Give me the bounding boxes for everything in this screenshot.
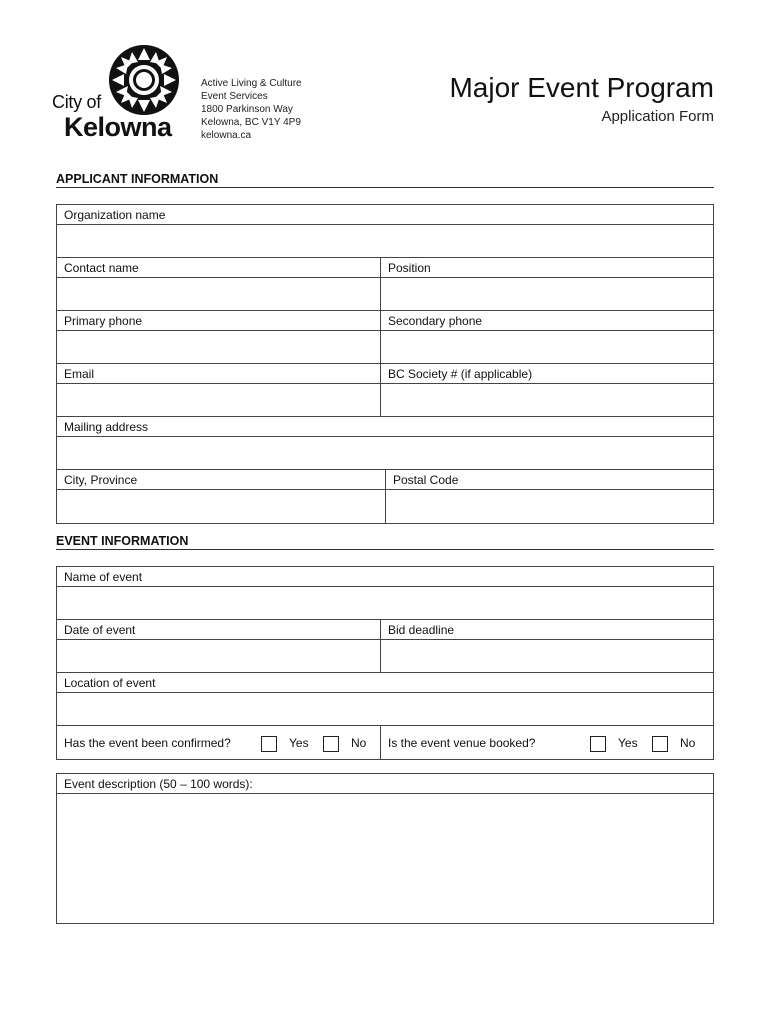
- event-description-label: Event description (50 – 100 words):: [57, 774, 713, 794]
- form-input-row: [57, 225, 713, 258]
- logo-city-of-text: City of: [52, 92, 101, 112]
- email-field[interactable]: [57, 384, 380, 416]
- form-label-row: [57, 205, 713, 225]
- event-confirmed-no-checkbox[interactable]: [323, 736, 339, 752]
- city-province-field[interactable]: [57, 490, 385, 523]
- form-label-row: [57, 311, 713, 331]
- event-confirmed-question: Has the event been confirmed?: [64, 735, 231, 750]
- form-label-row: [57, 470, 713, 490]
- form-input-row: [57, 437, 713, 470]
- city-of-kelowna-logo: [52, 44, 192, 144]
- position-field[interactable]: [380, 278, 713, 310]
- event-form: [56, 566, 714, 760]
- primary-phone-label: Primary phone: [64, 314, 143, 328]
- address-line: 1800 Parkinson Way: [201, 104, 293, 115]
- confirmation-row: [57, 726, 713, 759]
- form-input-row: [57, 384, 713, 417]
- no-label: No: [680, 735, 696, 750]
- mailing-address-label: Mailing address: [64, 420, 149, 434]
- city-province-label: City, Province: [64, 473, 138, 487]
- applicant-form: [56, 204, 714, 524]
- no-label: No: [351, 735, 367, 750]
- event-description-field[interactable]: [57, 794, 713, 923]
- position-label: Position: [380, 258, 713, 277]
- location-of-event-field[interactable]: [57, 693, 713, 725]
- event-description-box: [56, 773, 714, 924]
- form-label-row: [57, 567, 713, 587]
- bid-deadline-field[interactable]: [380, 640, 713, 672]
- form-input-row: [57, 587, 713, 620]
- email-label: Email: [64, 367, 95, 381]
- event-section-heading: EVENT INFORMATION: [56, 534, 714, 550]
- contact-name-field[interactable]: [57, 278, 380, 310]
- bc-society-label: BC Society # (if applicable): [380, 364, 713, 383]
- logo-kelowna-text: Kelowna: [64, 112, 172, 142]
- form-input-row: [57, 490, 713, 523]
- page-title: Major Event Program: [449, 72, 714, 103]
- address-line: kelowna.ca: [201, 130, 252, 141]
- name-of-event-field[interactable]: [57, 587, 713, 619]
- secondary-phone-label: Secondary phone: [380, 311, 713, 330]
- venue-booked-group: [380, 726, 713, 759]
- form-input-row: [57, 693, 713, 726]
- venue-booked-question: Is the event venue booked?: [388, 735, 536, 750]
- organization-name-field[interactable]: [57, 225, 713, 257]
- address-line: Kelowna, BC V1Y 4P9: [201, 117, 301, 128]
- primary-phone-field[interactable]: [57, 331, 380, 363]
- bc-society-field[interactable]: [380, 384, 713, 416]
- form-input-row: [57, 278, 713, 311]
- event-confirmed-group: [57, 726, 380, 759]
- yes-label: Yes: [289, 735, 309, 750]
- form-input-row: [57, 331, 713, 364]
- bid-deadline-label: Bid deadline: [380, 620, 713, 639]
- contact-name-label: Contact name: [64, 261, 139, 275]
- address-line: Active Living & Culture: [201, 78, 302, 89]
- event-confirmed-yes-checkbox[interactable]: [261, 736, 277, 752]
- organization-name-label: Organization name: [64, 208, 166, 222]
- department-address: [201, 77, 302, 142]
- yes-label: Yes: [618, 735, 638, 750]
- date-of-event-label: Date of event: [64, 623, 136, 637]
- name-of-event-label: Name of event: [64, 570, 143, 584]
- form-input-row: [57, 640, 713, 673]
- secondary-phone-field[interactable]: [380, 331, 713, 363]
- venue-booked-no-checkbox[interactable]: [652, 736, 668, 752]
- form-label-row: [57, 258, 713, 278]
- postal-code-field[interactable]: [385, 490, 713, 523]
- kelowna-logo-mark-icon: [108, 44, 180, 116]
- form-label-row: [57, 364, 713, 384]
- form-label-row: [57, 620, 713, 640]
- postal-code-label: Postal Code: [385, 470, 713, 489]
- address-line: Event Services: [201, 91, 268, 102]
- form-label-row: [57, 417, 713, 437]
- page-subtitle: Application Form: [601, 108, 714, 125]
- venue-booked-yes-checkbox[interactable]: [590, 736, 606, 752]
- form-label-row: [57, 673, 713, 693]
- location-of-event-label: Location of event: [64, 676, 156, 690]
- date-of-event-field[interactable]: [57, 640, 380, 672]
- mailing-address-field[interactable]: [57, 437, 713, 469]
- applicant-section-heading: APPLICANT INFORMATION: [56, 172, 714, 188]
